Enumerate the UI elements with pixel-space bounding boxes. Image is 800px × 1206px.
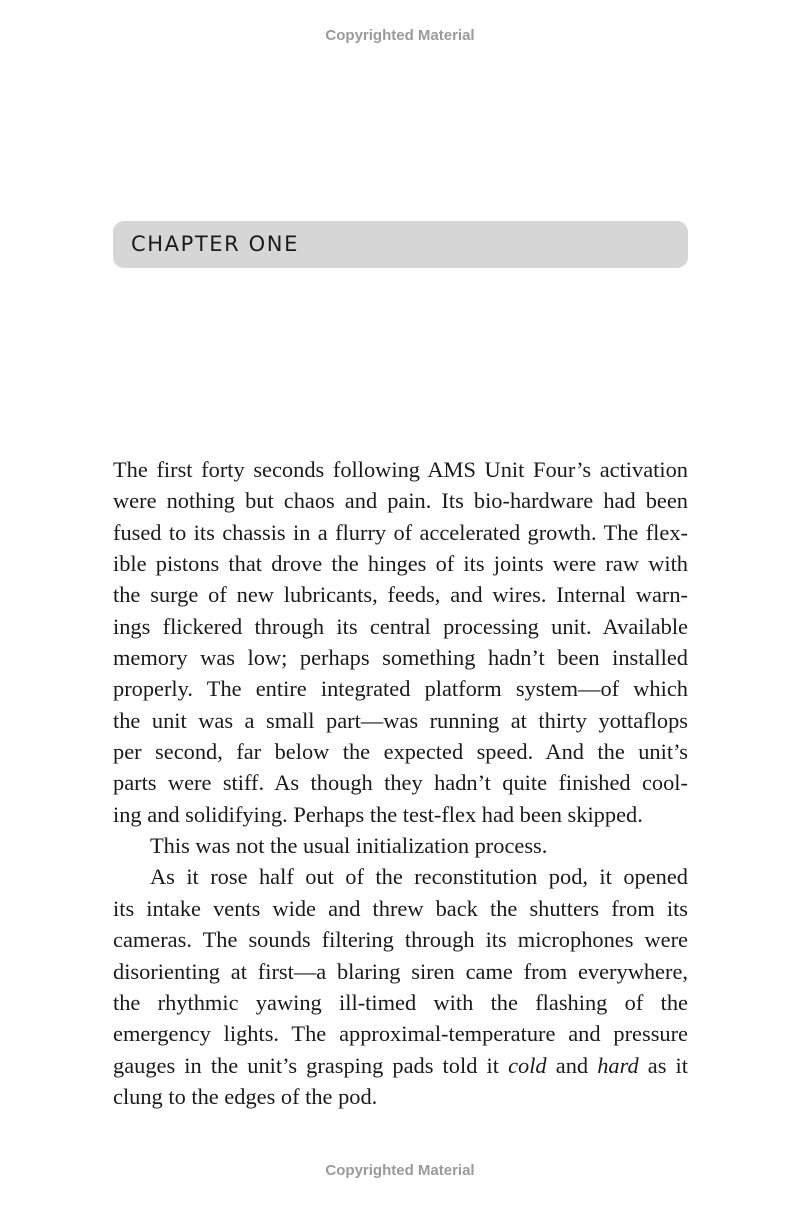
text-line: disorienting at first—a blaring siren came from everywhere,	[113, 958, 688, 984]
text-line: per second, far below the expected speed. And the unit’s	[113, 739, 688, 765]
emphasis-hard: hard	[597, 1052, 639, 1078]
text-line: ible pistons that drove the hinges of its joints were raw with	[113, 551, 688, 577]
text-line: The first forty seconds following AMS Unit Four’s activation	[113, 457, 688, 482]
copyright-watermark-top: Copyrighted Material	[325, 27, 475, 44]
chapter-title: CHAPTER ONE	[131, 232, 299, 256]
text-segment: as it	[638, 1052, 688, 1078]
text-segment: and	[546, 1052, 598, 1078]
text-line: cameras. The sounds filtering through its microphones were	[113, 927, 688, 953]
text-line: were nothing but chaos and pain. Its bio-hardware had been	[113, 488, 688, 514]
text-line: the unit was a small part—was running at thirty yottaflops	[113, 707, 688, 733]
copyright-watermark-bottom: Copyrighted Material	[325, 1162, 475, 1179]
text-line: clung to the edges of the pod.	[113, 1083, 378, 1109]
chapter-heading-bar	[113, 221, 688, 268]
text-line: ings flickered through its central processing unit. Available	[113, 613, 688, 639]
text-line: This was not the usual initialization process.	[150, 833, 548, 859]
text-line: memory was low; perhaps something hadn’t been installed	[113, 645, 688, 671]
text-line: ing and solidifying. Perhaps the test-flex had been skipped.	[113, 801, 643, 827]
text-line: its intake vents wide and threw back the shutters from its	[113, 895, 688, 921]
text-line: parts were stiff. As though they hadn’t quite finished cool-	[113, 770, 688, 796]
text-segment: gauges in the unit’s grasping pads told it	[113, 1052, 509, 1078]
text-line: properly. The entire integrated platform system—of which	[113, 676, 688, 702]
text-line: the surge of new lubricants, feeds, and wires. Internal warn-	[113, 582, 688, 608]
text-line: the rhythmic yawing ill-timed with the flashing of the	[113, 989, 688, 1015]
text-line: fused to its chassis in a flurry of accelerated growth. The flex-	[113, 519, 688, 545]
text-line: As it rose half out of the reconstitution pod, it opened	[150, 864, 688, 890]
text-line-with-emphasis	[113, 1050, 688, 1081]
text-line: emergency lights. The approximal-temperature and pressure	[113, 1021, 688, 1047]
chapter-body-text	[113, 454, 688, 1112]
emphasis-cold: cold	[508, 1052, 547, 1078]
